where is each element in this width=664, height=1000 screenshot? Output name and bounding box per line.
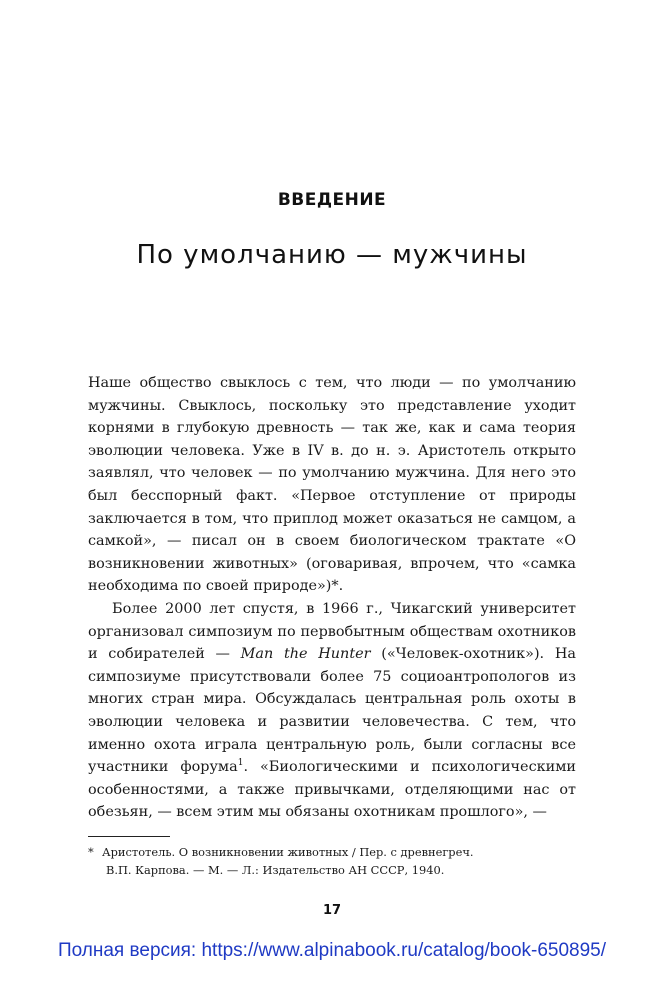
paragraph-2: [88, 598, 576, 824]
page-number: 17: [322, 903, 342, 918]
footnote-text-1: Аристотель. О возникновении животных / Пер. с древнегреч.: [102, 845, 474, 859]
chapter-title: По умолчанию — мужчины: [136, 240, 528, 270]
paragraph-2-part2: («Человек-охотник»). На симпозиуме присутствовали более 75 социоантропологов из многих стран мира. Обсуждалась центральная роль охоты в эволюции человека и развитии человечества. С тем, что именно охота играла центральную роль, были согласны все участники форума: [88, 646, 576, 776]
paragraph-1: Наше общество свыклось с тем, что люди — по умолчанию мужчины. Свыклось, поскольку это представление уходит корнями в глубокую древность — так же, как и сама теория эволюции человека. Уже в IV в. до н. э. Аристотель открыто заявлял, что человек — по умолчанию мужчина. Для него это был бесспорный факт. «Первое отступление от природы заключается в том, что приплод может оказаться не самцом, а самкой», — писал он в своем биологическом трактате «О возникновении животных» (оговаривая, впрочем, что «самка необходима по своей природе»)*.: [88, 375, 576, 595]
footnote-reference: 1: [237, 758, 244, 769]
main-text: [88, 372, 576, 824]
chapter-label: ВВЕДЕНИЕ: [277, 190, 387, 210]
footnote-text-2: В.П. Карпова. — М. — Л.: Издательство АН СССР, 1940.: [106, 863, 445, 877]
footnote-divider: [88, 836, 170, 837]
footnote: [88, 843, 566, 879]
footnote-marker: *: [88, 845, 94, 859]
footnote-line-1: [88, 843, 566, 861]
symposium-title: Man the Hunter: [240, 646, 371, 663]
paragraph-2-part1: Более 2000 лет спустя, в 1966 г., Чикагский университет организовал симпозиум по первобытным обществам охотников и собирателей —: [88, 600, 576, 663]
paragraph-2-part3: . «Биологическими и психологическими особенностями, а также привычками, отделяющими нас от обезьян, — всем этим мы обязаны охотникам прошлого», —: [88, 759, 577, 821]
full-version-link[interactable]: Полная версия: https://www.alpinabook.ru/catalog/book-650895/: [57, 940, 607, 961]
